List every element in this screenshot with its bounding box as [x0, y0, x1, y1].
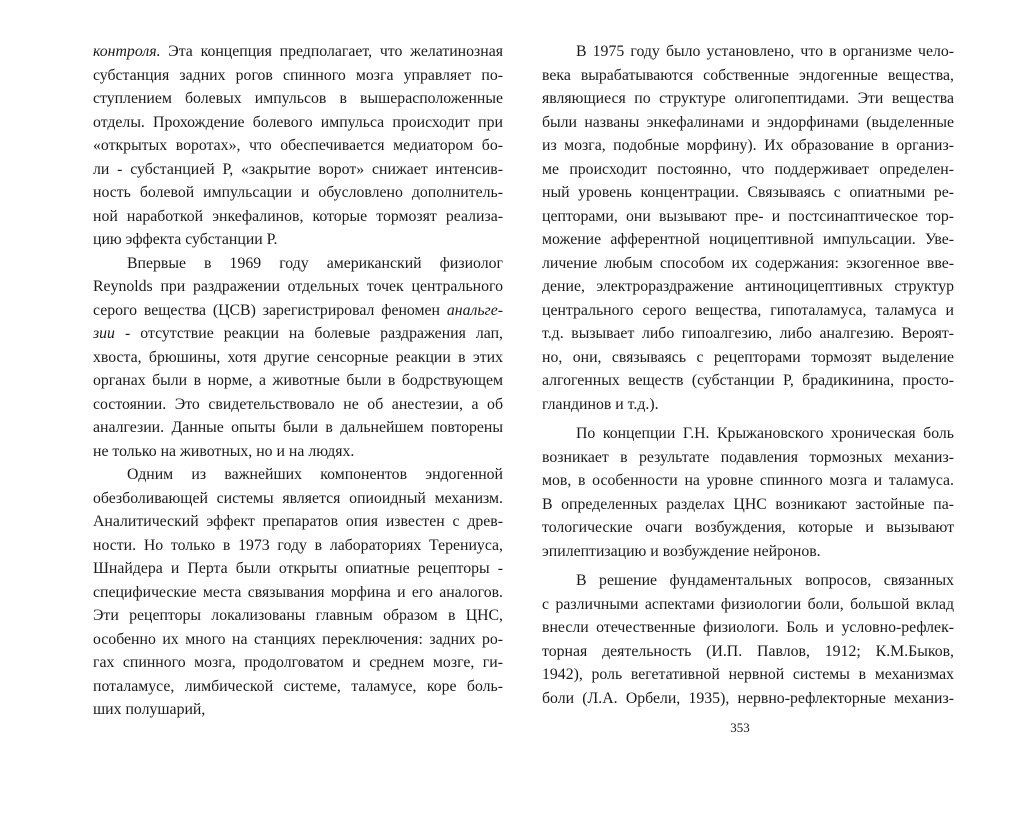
- text-line: Эти рецепторы локализованы главным образом в ЦНС,: [93, 607, 503, 624]
- text-line: из мозга, подобные морфину). Их образование в организ-: [542, 137, 954, 154]
- text-line: состоянии. Это свидетельствовало не об анестезии, а об: [93, 395, 503, 413]
- text-line: особенно их много на станциях переключения: задних ро-: [93, 630, 503, 648]
- text-line: специфические места связывания морфина и его аналогов.: [93, 583, 503, 601]
- text-line: центрального серого вещества, гипоталамуса, таламуса и: [542, 301, 954, 319]
- text-line: ли - субстанцией Р, «закрытие ворот» снижает интенсив-: [93, 160, 503, 178]
- text-line: По концепции Г.Н. Крыжановского хроническая боль: [576, 425, 954, 442]
- text-line: гах спинного мозга, продолговатом и среднем мозге, ги-: [93, 654, 503, 671]
- text-line: хвоста, брюшины, хотя другие сенсорные реакции в этих: [93, 348, 503, 366]
- text-line: внесли отечественные физиологи. Боль и условно-рефлек-: [542, 619, 954, 636]
- text-line: т.д. вызывает либо гипоалгезию, либо аналгезию. Вероят-: [542, 325, 954, 342]
- text-line: были названы энкефалинами и эндорфинами (выделенные: [542, 113, 954, 131]
- text-line: поталамусе, лимбической системе, таламусе, коре боль-: [93, 677, 503, 695]
- text-line: серого вещества (ЦСВ) зарегистрировал феномен анальге-: [93, 301, 503, 319]
- text-line: гландинов и т.д.).: [542, 395, 659, 413]
- text-line: Аналитический эффект препаратов опия известен с древ-: [93, 513, 503, 530]
- text-line: отделы. Прохождение болевого импульса происходит при: [93, 113, 503, 131]
- text-line: зии - отсутствие реакции на болевые раздражения лап,: [93, 325, 503, 342]
- text-line: контроля. Эта концепция предполагает, что желатинозная: [93, 43, 503, 60]
- page-number: 353: [730, 720, 750, 735]
- text-line: ность болевой импульсации и обусловлено дополнитель-: [93, 184, 503, 201]
- left-page: [93, 40, 503, 722]
- text-line: Reynolds при раздражении отдельных точек центрального: [93, 278, 503, 295]
- text-line: Впервые в 1969 году американский физиолог: [127, 254, 503, 272]
- text-line: с различными аспектами физиологии боли, большой вклад: [542, 595, 954, 613]
- text-line: цию эффекта субстанции Р.: [93, 231, 278, 248]
- text-line: органах были в норме, а животные были в бодрствующем: [93, 372, 503, 389]
- text-line: являющиеся по структуре олигопептидами. Эти вещества: [542, 90, 954, 107]
- text-line: алгогенных веществ (субстанции Р, брадикинина, просто-: [542, 372, 954, 389]
- text-line: можение афферентной ноцицептивной импульсации. Уве-: [542, 231, 954, 248]
- text-line: но, они, связываясь с рецепторами тормозят выделение: [542, 348, 954, 366]
- text-line: ный уровень концентрации. Связываясь с опиатными ре-: [542, 184, 954, 201]
- text-line: В решение фундаментальных вопросов, связанных: [576, 572, 954, 589]
- text-line: ме происходит постоянно, что поддерживает определен-: [542, 160, 954, 178]
- text-line: ших полушарий,: [93, 701, 206, 718]
- text-line: не только на животных, но и на людях.: [93, 442, 355, 460]
- text-line: В 1975 году было установлено, что в организме чело-: [576, 43, 954, 60]
- text-line: боли (Л.А. Орбели, 1935), нервно-рефлекторные механиз-: [542, 689, 954, 707]
- text-line: торная деятельность (И.П. Павлов, 1912; К.М.Быков,: [542, 642, 954, 660]
- text-line: возникает в результате подавления тормозных механиз-: [542, 448, 954, 466]
- text-line: эпилептизацию и возбуждение нейронов.: [542, 542, 821, 560]
- text-line: личение любым способом их содержания: экзогенное вве-: [542, 254, 954, 272]
- text-line: тологические очаги возбуждения, которые и вызывают: [542, 519, 954, 536]
- text-line: цепторами, они вызывают пре- и постсинаптическое тор-: [542, 207, 954, 225]
- text-line: Шнайдера и Перта были открыты опиатные рецепторы -: [93, 560, 503, 577]
- text-line: субстанция задних рогов спинного мозга управляет по-: [93, 66, 503, 84]
- text-line: Одним из важнейших компонентов эндогенной: [127, 466, 503, 483]
- text-line: дение, электрораздражение антиноцицептивных структур: [542, 278, 954, 295]
- text-line: ступлением болевых импульсов в вышерасположенные: [93, 90, 503, 107]
- right-page: [542, 40, 954, 710]
- text-line: В определенных разделах ЦНС возникают застойные па-: [542, 495, 954, 513]
- text-line: обезболивающей системы является опиоидный механизм.: [93, 489, 503, 507]
- text-line: ной наработкой энкефалинов, которые тормозят реализа-: [93, 207, 503, 225]
- text-line: века вырабатываются собственные эндогенные вещества,: [542, 66, 954, 84]
- text-line: «открытых воротах», что обеспечивается медиатором бо-: [93, 137, 503, 154]
- text-line: 1942), роль вегетативной нервной системы в механизмах: [542, 666, 954, 683]
- text-line: ности. Но только в 1973 году в лабораториях Терениуса,: [93, 536, 503, 554]
- text-line: мов, в особенности на уровне спинного мозга и таламуса.: [542, 472, 954, 489]
- text-line: аналгезии. Данные опыты были в дальнейшем повторены: [93, 419, 503, 436]
